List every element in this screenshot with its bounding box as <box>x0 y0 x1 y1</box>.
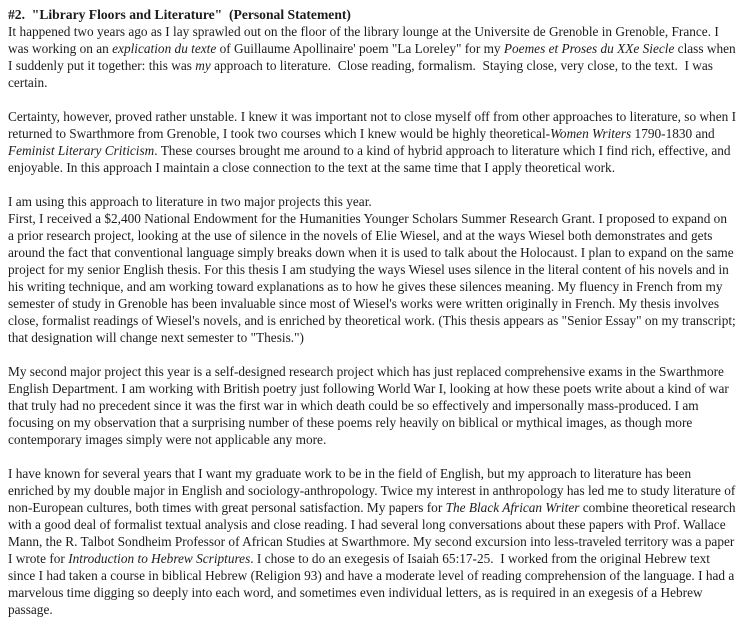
text-run: 1790-1830 and <box>631 126 719 141</box>
text-run: . I chose to do an exegesis of Isaiah 65:17-25. I worked from the original Hebrew text since I had taken a course in biblical Hebrew (Religion 93) and have a moderate level of reading comprehension of the language. I had a marvelous time digging so deeply into each word, and sometimes even individual letters, as is required in an exegesis of a Hebrew passage. <box>8 551 738 617</box>
text-run: Certainty, however, proved rather unstable. I knew it was important not to close myself off from other approaches to literature, so when I returned to Swarthmore from Grenoble, I took two courses which I knew would be highly theoretical- <box>8 109 740 141</box>
paragraph-second-major-project <box>8 363 736 448</box>
text-run: . These courses brought me around to a kind of hybrid approach to literature which I find rich, effective, and enjoyable. In this approach I maintain a close connection to the text at the same time that I apply theoretical work. <box>8 143 734 175</box>
text-run: of Guillaume Apollinaire' poem "La Loreley" for my <box>216 41 504 56</box>
document-body <box>8 23 740 618</box>
text-run: Women Writers <box>550 126 632 141</box>
text-run: I have known for several years that I want my graduate work to be in the field of English, but my approach to literature has been enriched by my double major in English and sociology-anthropology. Twice my interest in anthropology has led me to study literature of non-European cultures, both times with great personal satisfaction. My papers for <box>8 466 739 515</box>
text-run: My second major project this year is a self-designed research project which has just replaced comprehensive exams in the Swarthmore English Department. I am working with British poetry just following World War I, looking at how these poets write about a kind of war that truly had no precedent since it was the first war in which death could be so effectively and impersonally mass-produced. I am focusing on my observation that a surprising number of these poems rely heavily on biblical or mythical images, as though more contemporary images simply were not applicable any more. <box>8 364 733 447</box>
paragraph-certainty-unstable <box>8 108 740 176</box>
text-run: First, I received a $2,400 National Endowment for the Humanities Younger Scholars Summer Research Grant. I proposed to expand on a prior research project, looking at the use of silence in the novels of Elie Wiesel, and at the ways Wiesel both demonstrates and gets around the fact that conventional language simply breaks down when it is used to talk about the Holocaust. I plan to expand on the same project for my senior English thesis. For this thesis I am studying the ways Wiesel uses silence in the literal content of his novels and in his writing technique, and am working toward explanations as to how he gives these silences meaning. My fluency in French from my semester of study in Grenoble has been invaluable since most of Wiesel's works were written originally in French. My thesis involves close, formalist readings of Wiesel's novels, and is enriched by theoretical work. (This thesis appears as "Senior Essay" on my transcript; that designation will change next semester to "Thesis.") <box>8 211 740 345</box>
paragraph-two-major-projects <box>8 193 740 346</box>
text-run: Introduction to Hebrew Scriptures <box>68 551 251 566</box>
paragraph-library-floor-epiphany <box>8 23 739 91</box>
text-run: The Black African Writer <box>445 500 580 515</box>
text-run: my <box>195 58 211 73</box>
text-run: Feminist Literary Criticism <box>8 143 155 158</box>
text-run: Poemes et Proses du XXe Siecle <box>503 41 675 56</box>
text-run: I am using this approach to literature in two major projects this year. <box>8 194 372 209</box>
document-title: #2. "Library Floors and Literature" (Personal Statement) <box>8 7 351 22</box>
text-run: explication du texte <box>112 41 217 56</box>
text-run: combine theoretical research with a good deal of formalist textual analysis and close reading. I had several long conversations about these papers with Prof. Wallace Mann, the R. Talbot Sondheim Professor of African Studies at Swarthmore. My second excursion into less-traveled territory was a paper I wrote for <box>8 500 739 566</box>
text-run: approach to literature. Close reading, formalism. Staying close, very close, to the text. I was certain. <box>8 58 717 90</box>
paragraph-graduate-work-and-double-major <box>8 465 739 618</box>
text-run: class when I suddenly put it together: this was <box>8 41 739 73</box>
text-run: It happened two years ago as I lay sprawled out on the floor of the library lounge at the Universite de Grenoble in Grenoble, France. I was working on an <box>8 24 723 56</box>
